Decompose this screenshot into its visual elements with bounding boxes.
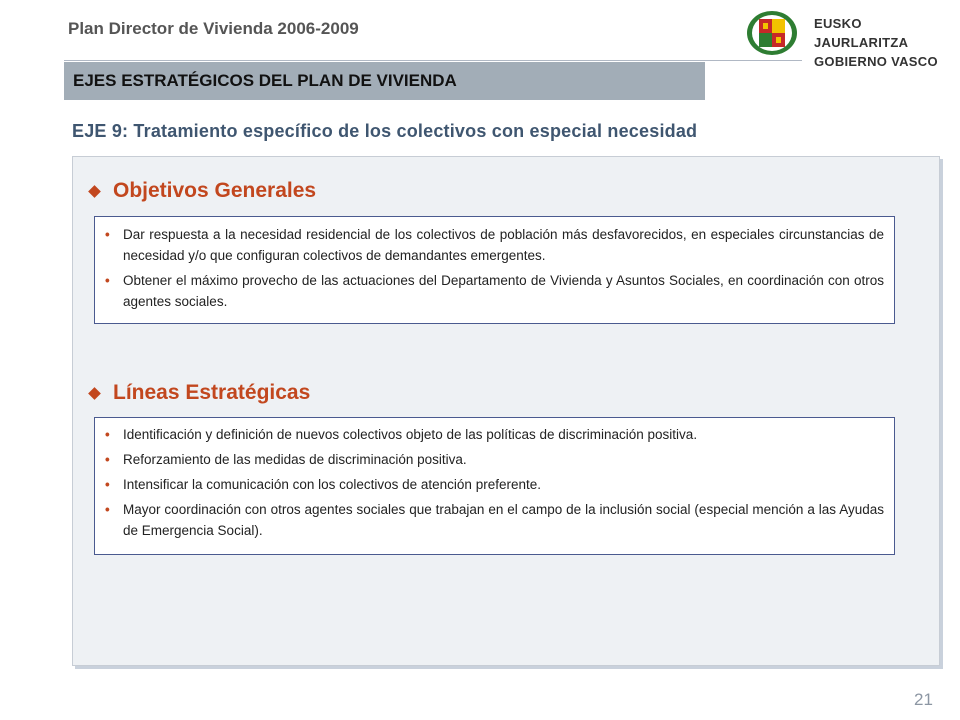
logo-line-basque: EUSKO JAURLARITZA: [814, 16, 909, 50]
document-title: Plan Director de Vivienda 2006-2009: [68, 19, 359, 38]
list-item: [105, 424, 884, 445]
list-item: [105, 474, 884, 495]
page-number: 21: [914, 690, 933, 709]
bullet-icon: •: [105, 502, 110, 517]
lineas-heading-text: Líneas Estratégicas: [113, 381, 311, 404]
diamond-bullet-icon: [88, 387, 101, 400]
list-item: [105, 499, 884, 541]
list-item: [105, 449, 884, 470]
eje-title: EJE 9: Tratamiento específico de los colectivos con especial necesidad: [72, 121, 698, 141]
bullet-icon: •: [105, 427, 110, 442]
logo-line-spanish: GOBIERNO VASCO: [814, 54, 938, 69]
bullet-icon: •: [105, 227, 110, 242]
linea-text: Intensificar la comunicación con los colectivos de atención preferente.: [123, 477, 541, 492]
government-logo: [744, 10, 944, 69]
lineas-heading: [88, 381, 310, 405]
section-banner: EJES ESTRATÉGICOS DEL PLAN DE VIVIENDA: [64, 62, 705, 100]
objetivo-text: Obtener el máximo provecho de las actuaciones del Departamento de Vivienda y Asuntos Sociales, en coordinación con otros agentes sociales.: [123, 273, 884, 309]
linea-text: Identificación y definición de nuevos colectivos objeto de las políticas de discriminación positiva.: [123, 427, 698, 442]
bullet-icon: •: [105, 452, 110, 467]
logo-text: [814, 14, 944, 71]
bullet-icon: •: [105, 273, 110, 288]
objetivos-box: [94, 216, 895, 324]
objetivos-heading-text: Objetivos Generales: [113, 179, 317, 202]
coat-of-arms-icon: [744, 10, 800, 56]
objetivos-heading: [88, 179, 316, 203]
header-divider: [64, 60, 802, 61]
lineas-box: [94, 417, 895, 555]
list-item: [105, 224, 884, 266]
bullet-icon: •: [105, 477, 110, 492]
objetivo-text: Dar respuesta a la necesidad residencial de los colectivos de población más desfavorecidos, en especiales circunstancias de necesidad y/o que configuran colectivos de demandantes emergentes.: [123, 227, 884, 263]
linea-text: Reforzamiento de las medidas de discriminación positiva.: [123, 452, 467, 467]
diamond-bullet-icon: [88, 185, 101, 198]
list-item: [105, 270, 884, 312]
linea-text: Mayor coordinación con otros agentes sociales que trabajan en el campo de la inclusión social (especial mención a las Ayudas de Emergencia Social).: [123, 502, 884, 538]
